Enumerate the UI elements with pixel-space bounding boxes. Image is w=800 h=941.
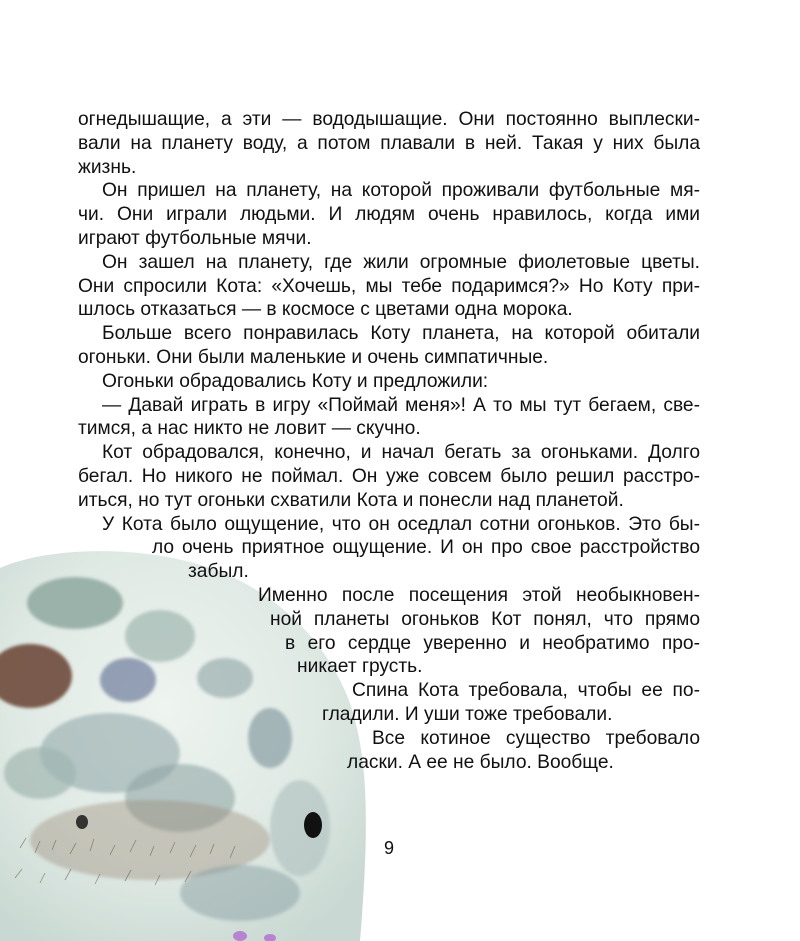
- text-line: гладили. И уши тоже требовали.: [322, 703, 613, 725]
- text-line: Больше всего понравилась Коту планета, на которой обитали: [102, 323, 700, 345]
- text-line: жизнь.: [78, 156, 137, 178]
- text-line: Он пришел на планету, на которой проживали футбольные мя-: [102, 180, 700, 202]
- page-text: [78, 108, 700, 774]
- text-line: огнедышащие, а эти — вододышащие. Они постоянно выплески-: [78, 109, 700, 130]
- text-line: Он зашел на планету, где жили огромные фиолетовые цветы.: [102, 251, 700, 273]
- text-line: ласки. А ее не было. Вообще.: [347, 751, 614, 773]
- text-line: чи. Они играли людьми. И людям очень нравилось, когда ими: [78, 204, 700, 226]
- text-line: в его сердце уверенно и необратимо про-: [285, 632, 700, 654]
- text-line: бегал. Но никого не поймал. Он уже совсем было решил расстро-: [78, 465, 700, 487]
- text-line: Кот обрадовался, конечно, и начал бегать за огоньками. Долго: [102, 442, 700, 464]
- text-line: Все котиное существо требовало: [372, 727, 700, 749]
- text-line: огоньки. Они были маленькие и очень симпатичные.: [78, 346, 549, 368]
- text-line: шлось отказаться — в космосе с цветами одна морока.: [78, 299, 573, 321]
- text-line: вали на планету воду, а потом плавали в ней. Такая у них была: [78, 132, 700, 154]
- text-line: Именно после посещения этой необыкновен-: [258, 584, 700, 606]
- text-line: ло очень приятное ощущение. И он про свое расстройство: [152, 537, 700, 559]
- text-line: играют футбольные мячи.: [78, 227, 312, 249]
- text-line: Огоньки обрадовались Коту и предложили:: [102, 370, 489, 392]
- text-line: — Давай играть в игру «Поймай меня»! А то мы тут бегаем, све-: [102, 394, 700, 416]
- text-line: Спина Кота требовала, чтобы ее по-: [352, 680, 700, 702]
- page-number: 9: [383, 838, 394, 858]
- text-line: Они спросили Кота: «Хочешь, мы тебе подаримся?» Но Коту при-: [78, 275, 700, 297]
- text-line: иться, но тут огоньки схватили Кота и понесли над планетой.: [78, 489, 624, 511]
- cat-eye: [304, 812, 322, 838]
- text-line: У Кота было ощущение, что он оседлал сотни огоньков. Это бы-: [102, 513, 700, 535]
- text-line: забыл.: [188, 561, 249, 583]
- text-line: тимся, а нас никто не ловит — скучно.: [78, 418, 421, 440]
- text-line: ной планеты огоньков Кот понял, что прямо: [270, 608, 700, 630]
- text-line: никает грусть.: [297, 656, 423, 678]
